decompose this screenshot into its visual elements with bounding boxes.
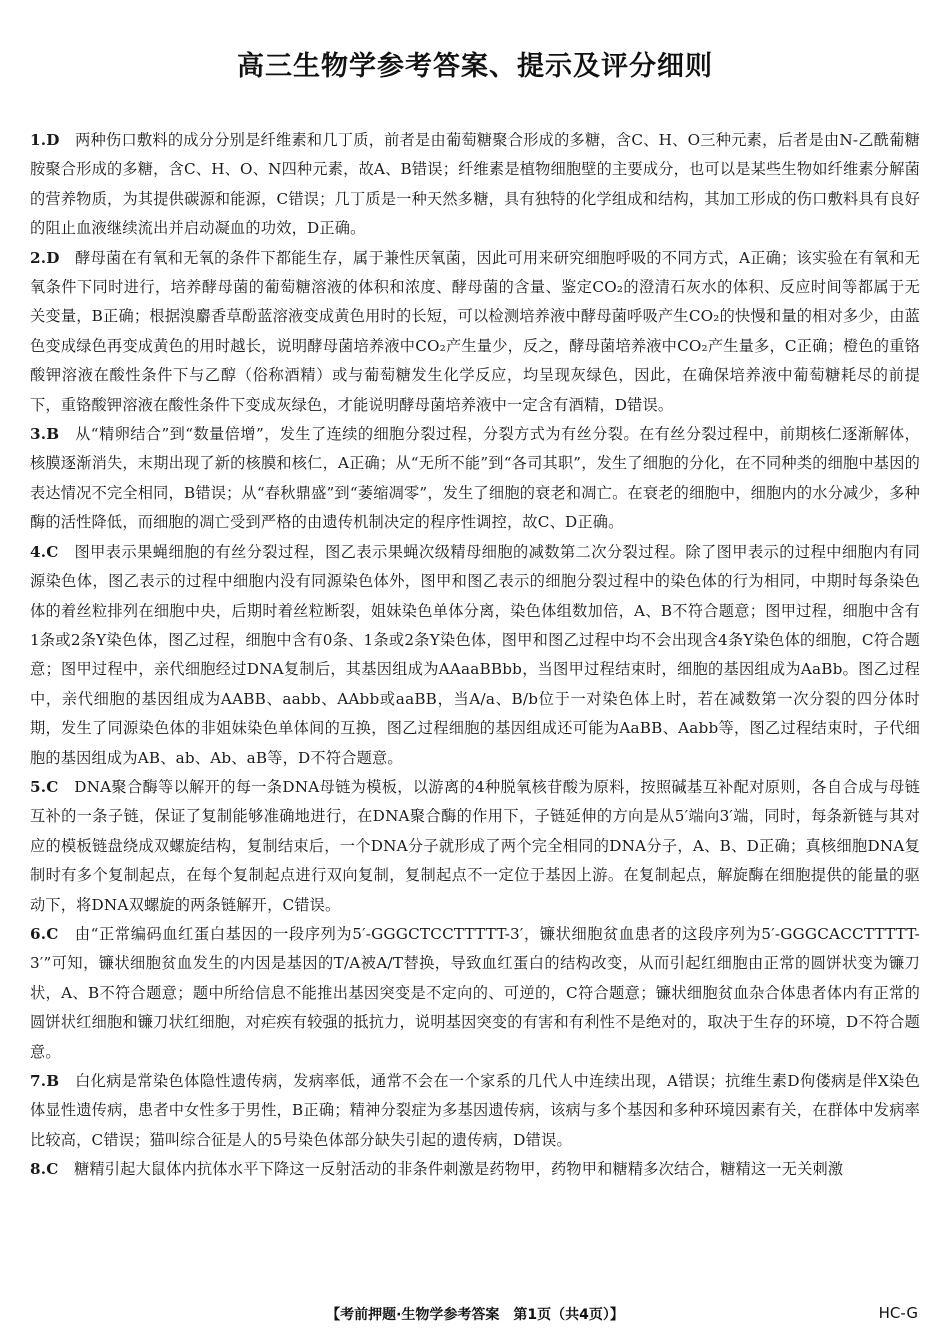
answer-item	[30, 420, 920, 538]
answer-item	[30, 126, 920, 244]
answer-item	[30, 538, 920, 773]
page-footer	[0, 1300, 950, 1330]
answer-number: 4.C	[30, 542, 59, 561]
answer-text: 糖精引起大鼠体内抗体水平下降这一反射活动的非条件刺激是药物甲，药物甲和糖精多次结合，糖精这一无关刺激	[73, 1160, 844, 1179]
answer-number: 7.B	[30, 1072, 60, 1090]
answer-text: 酵母菌在有氧和无氧的条件下都能生存，属于兼性厌氧菌，因此可用来研究细胞呼吸的不同方式，A正确；该实验在有氧和无氧条件下同时进行，培养酵母菌的葡萄糖溶液的体积和浓度、酵母菌的含量、鉴定CO₂的澄清石灰水的体积、反应时间等都属于无关变量，B正确；根据溴麝香草酚蓝溶液变成黄色用时的长短，可以检测培养液中酵母菌呼吸产生CO₂的快慢和量的相对多少，由蓝色变成绿色再变成黄色的用时越长，说明酵母菌培养液中CO₂产生量少，反之，酵母菌培养液中CO₂产生量多，C正确；橙色的重铬酸钾溶液在酸性条件下与乙醇（俗称酒精）或与葡萄糖发生化学反应，均呈现灰绿色，因此，在确保培养液中葡萄糖耗尽的前提下，重铬酸钾溶液在酸性条件下变成灰绿色，才能说明酵母菌培养液中一定含有酒精，D错误。	[30, 248, 921, 414]
answer-text: 白化病是常染色体隐性遗传病，发病率低，通常不会在一个家系的几代人中连续出现，A错误；抗维生素D佝偻病是伴X染色体显性遗传病，患者中女性多于男性，B正确；精神分裂症为多基因遗传病，该病与多个基因和多种环境因素有关，在群体中发病率比较高，C错误；猫叫综合征是人的5号染色体部分缺失引起的遗传病，D错误。	[30, 1072, 921, 1149]
answer-number: 8.C	[30, 1160, 59, 1179]
answer-text: 图甲表示果蝇细胞的有丝分裂过程，图乙表示果蝇次级精母细胞的减数第二次分裂过程。除了图甲表示的过程中细胞内有同源染色体，图乙表示的过程中细胞内没有同源染色体外，图甲和图乙表示的细胞分裂过程中的染色体的行为相同，中期时每条染色体的着丝粒排列在细胞中央，后期时着丝粒断裂，姐妹染色单体分离，染色体组数加倍，A、B不符合题意；图甲过程，细胞中含有1条或2条Y染色体，图乙过程，细胞中含有0条、1条或2条Y染色体，图甲和图乙过程中均不会出现含4条Y染色体的细胞，C符合题意；图甲过程中，亲代细胞经过DNA复制后，其基因组成为AAaaBBbb，当图甲过程结束时，细胞的基因组成为AaBb。图乙过程中，亲代细胞的基因组成为AABB、aabb、AAbb或aaBB，当A/a、B/b位于一对染色体上时，若在减数第一次分裂的四分体时期，发生了同源染色体的非姐妹染色单体间的互换，图乙过程细胞的基因组成还可能为AaBB、Aabb等，图乙过程结束时，子代细胞的基因组成为AB、ab、Ab、aB等，D不符合题意。	[30, 542, 920, 767]
answer-text: 由“正常编码血红蛋白基因的一段序列为5′-GGGCTCCTTTTT-3′，镰状细胞贫血患者的这段序列为5′-GGGCACCTTTTT-3′”可知，镰状细胞贫血发生的内因是基因的T/A被A/T替换，导致血红蛋白的结构改变，从而引起红细胞由正常的圆饼状变为镰刀状，A、B不符合题意；题中所给信息不能推出基因突变是不定向的、可逆的，C符合题意；镰状细胞贫血杂合体患者体内有正常的圆饼状红细胞和镰刀状红细胞，对疟疾有较强的抵抗力，说明基因突变的有害和有利性不是绝对的，取决于生存的环境，D不符合题意。	[30, 924, 920, 1061]
answer-item	[30, 773, 920, 920]
answer-text: 两种伤口敷料的成分分别是纤维素和几丁质，前者是由葡萄糖聚合形成的多糖，含C、H、O三种元素，后者是由N-乙酰葡糖胺聚合形成的多糖，含C、H、O、N四种元素，故A、B错误；纤维素是植物细胞壁的主要成分，也可以是某些生物如纤维素分解菌的营养物质，为其提供碳源和能源，C错误；几丁质是一种天然多糖，具有独特的化学组成和结构，其加工形成的伤口敷料具有良好的阻止血液继续流出并启动凝血的功效，D正确。	[30, 131, 921, 238]
answer-item	[30, 1067, 920, 1155]
answer-text: DNA聚合酶等以解开的每一条DNA母链为模板，以游离的4种脱氧核苷酸为原料，按照碱基互补配对原则，各自合成与母链互补的一条子链，保证了复制能够准确地进行，在DNA聚合酶的作用下，子链延伸的方向是从5′端向3′端，同时，每条新链与其对应的模板链盘绕成双螺旋结构，复制结束后，一个DNA分子就形成了两个完全相同的DNA分子，A、B、D正确；真核细胞DNA复制时有多个复制起点，在每个复制起点进行双向复制，复制起点不一定位于基因上游。在复制起点，解旋酶在细胞提供的能量的驱动下，将DNA双螺旋的两条链解开，C错误。	[30, 777, 921, 914]
page-title: 高三生物学参考答案、提示及评分细则	[237, 51, 713, 82]
answer-item	[30, 244, 920, 420]
answer-list	[30, 126, 920, 1185]
footer-code: HC-G	[878, 1304, 918, 1322]
answer-item	[30, 920, 920, 1067]
answer-number: 6.C	[30, 924, 59, 943]
answer-number: 5.C	[30, 777, 59, 796]
answer-item	[30, 1155, 920, 1184]
answer-number: 1.D	[30, 131, 60, 149]
footer-label: 【考前押题·生物学参考答案 第1页（共4页）】	[326, 1307, 624, 1323]
answer-number: 2.D	[30, 248, 60, 267]
answer-number: 3.B	[30, 425, 60, 444]
answer-text: 从“精卵结合”到“数量倍增”，发生了连续的细胞分裂过程，分裂方式为有丝分裂。在有丝分裂过程中，前期核仁逐渐解体，核膜逐渐消失，末期出现了新的核膜和核仁，A正确；从“无所不能”到“各司其职”，发生了细胞的分化，在不同种类的细胞中基因的表达情况不完全相同，B错误；从“春秋鼎盛”到“萎缩凋零”，发生了细胞的衰老和凋亡。在衰老的细胞中，细胞内的水分减少，多种酶的活性降低，而细胞的凋亡受到严格的由遗传机制决定的程序性调控，故C、D正确。	[30, 425, 920, 532]
